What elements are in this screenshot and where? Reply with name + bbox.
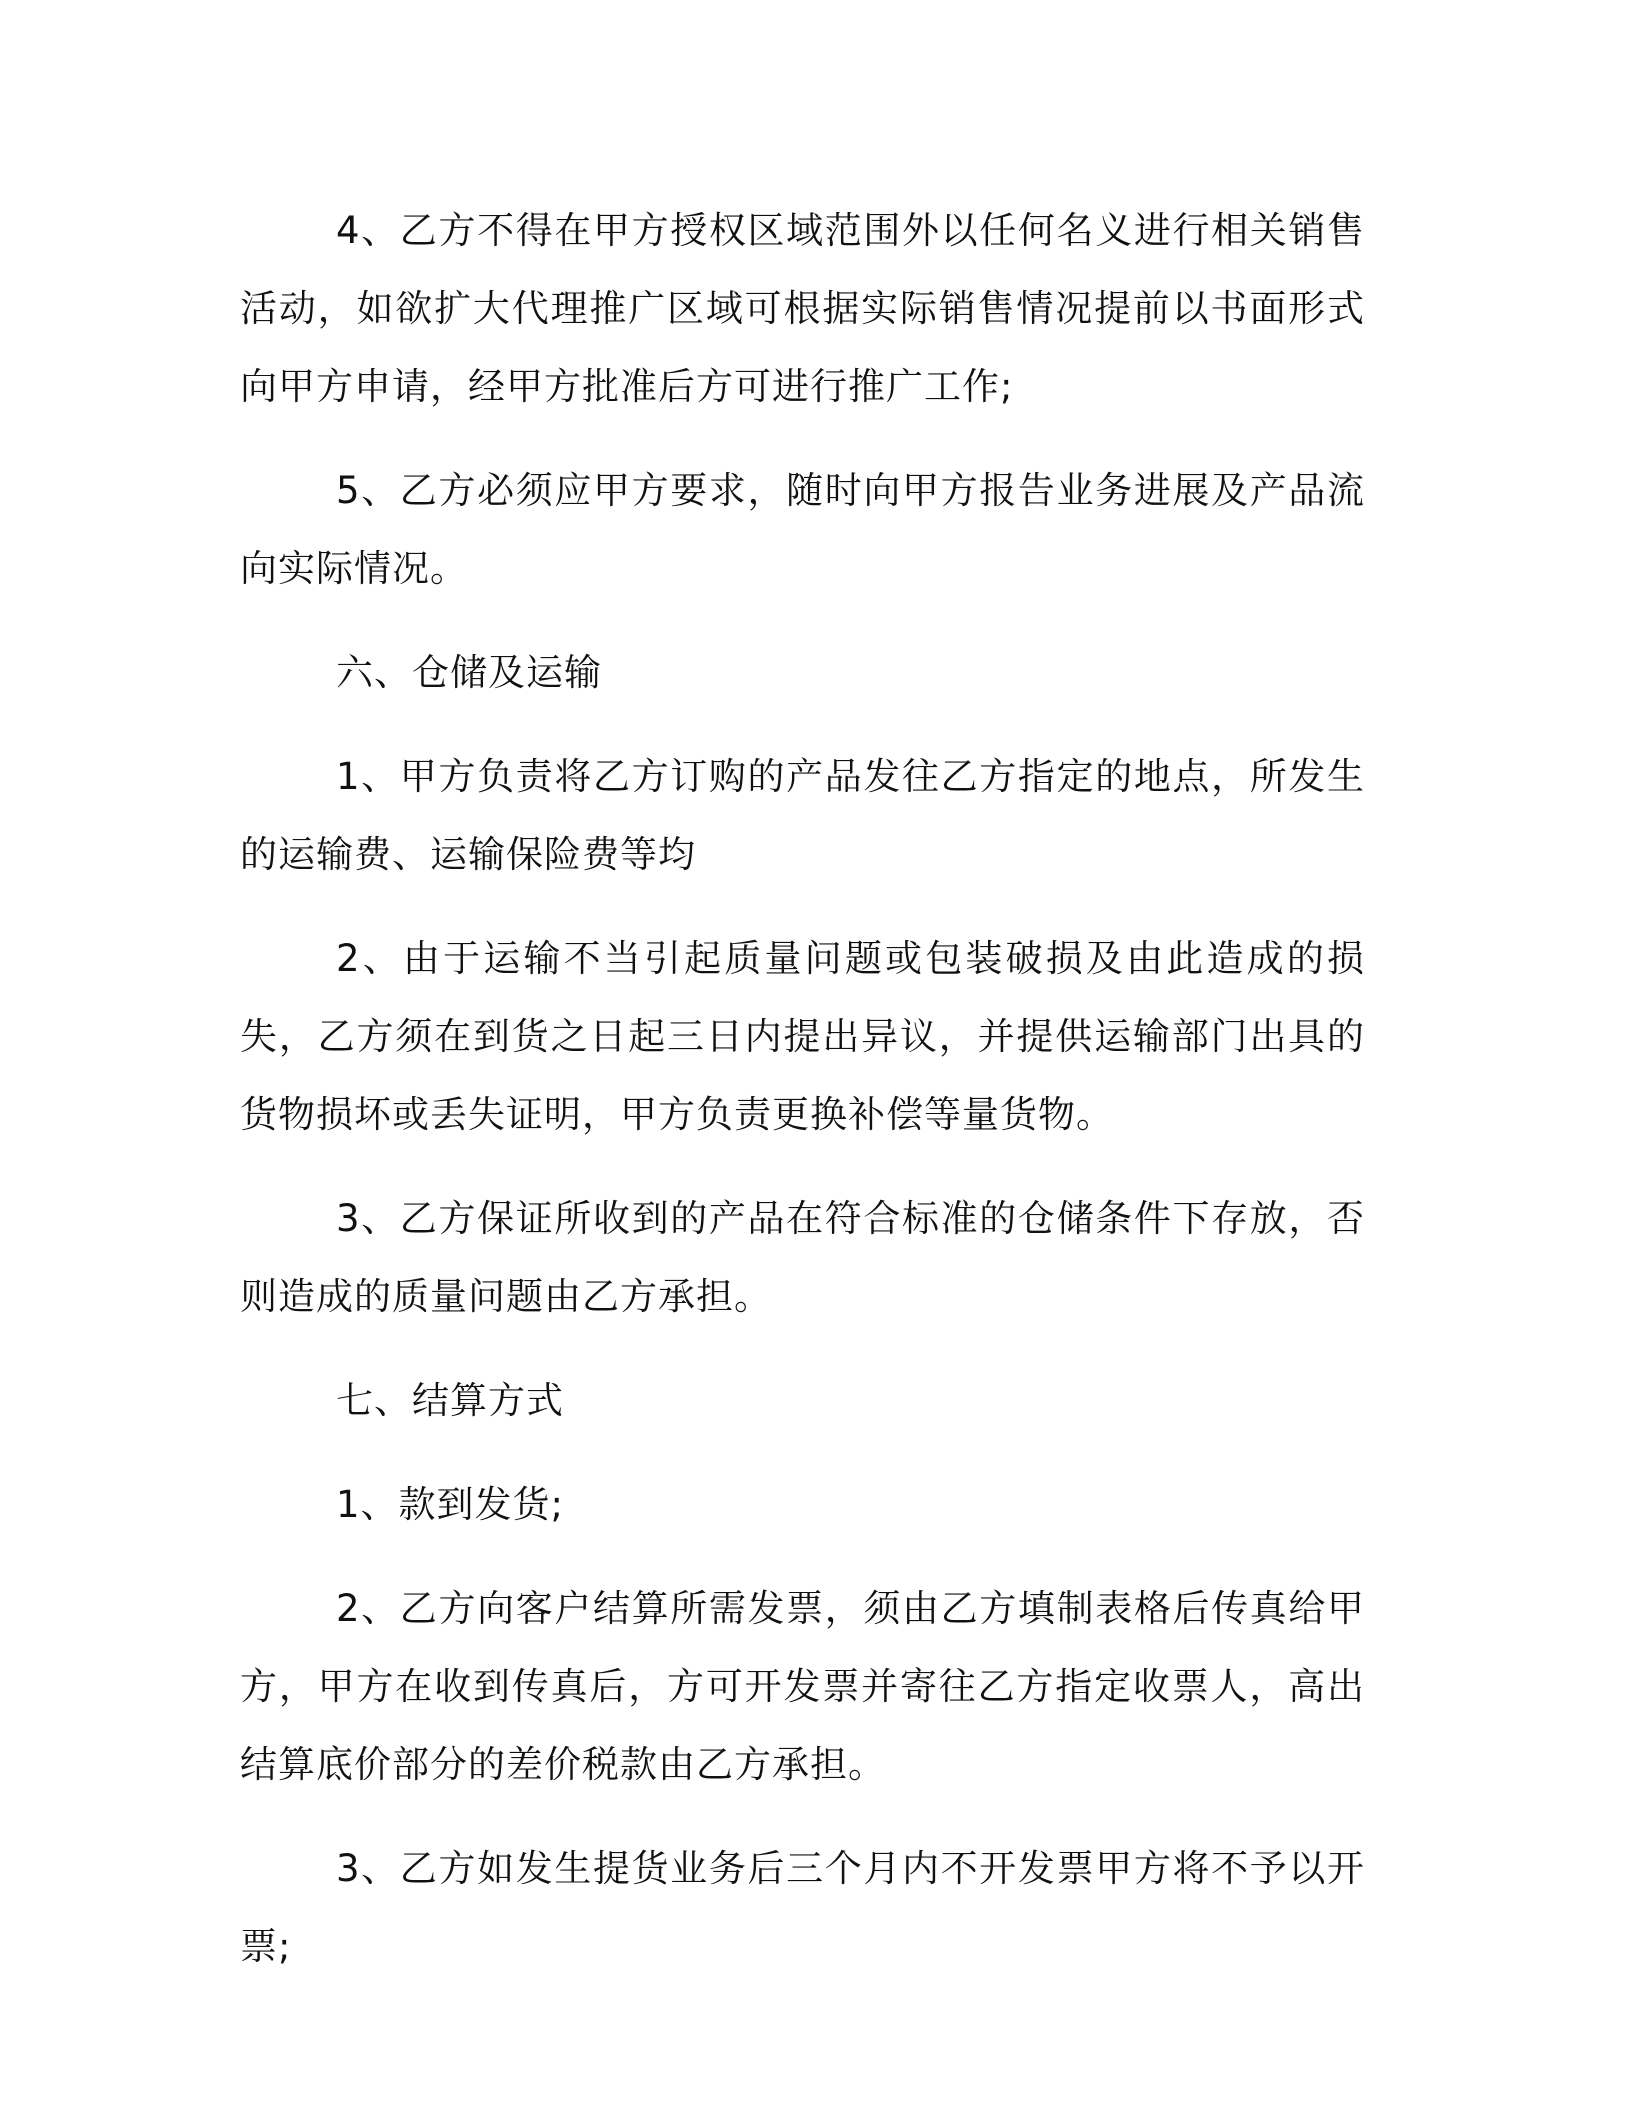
paragraph-settlement-1: 1、款到发货; xyxy=(336,1483,565,1526)
section-heading-storage-transport: 六、仓储及运输 xyxy=(336,651,602,694)
paragraph-storage-1: 1、甲方负责将乙方订购的产品发往乙方指定的地点，所发生的运输费、运输保险费等均 xyxy=(240,755,1365,876)
document-page xyxy=(240,192,1365,1986)
paragraph-storage-2: 2、由于运输不当引起质量问题或包装破损及由此造成的损失，乙方须在到货之日起三日内提出异议，并提供运输部门出具的货物损坏或丢失证明，甲方负责更换补偿等量货物。 xyxy=(240,937,1365,1136)
section-heading-settlement: 七、结算方式 xyxy=(336,1379,564,1422)
paragraph-settlement-2: 2、乙方向客户结算所需发票，须由乙方填制表格后传真给甲方，甲方在收到传真后，方可开发票并寄往乙方指定收票人，高出结算底价部分的差价税款由乙方承担。 xyxy=(240,1587,1365,1786)
paragraph-clause-4: 4、乙方不得在甲方授权区域范围外以任何名义进行相关销售活动，如欲扩大代理推广区域可根据实际销售情况提前以书面形式向甲方申请，经甲方批准后方可进行推广工作; xyxy=(240,209,1365,408)
paragraph-settlement-3: 3、乙方如发生提货业务后三个月内不开发票甲方将不予以开票; xyxy=(240,1847,1365,1968)
paragraph-clause-5: 5、乙方必须应甲方要求，随时向甲方报告业务进展及产品流向实际情况。 xyxy=(240,469,1365,590)
paragraph-storage-3: 3、乙方保证所收到的产品在符合标准的仓储条件下存放，否则造成的质量问题由乙方承担。 xyxy=(240,1197,1365,1318)
